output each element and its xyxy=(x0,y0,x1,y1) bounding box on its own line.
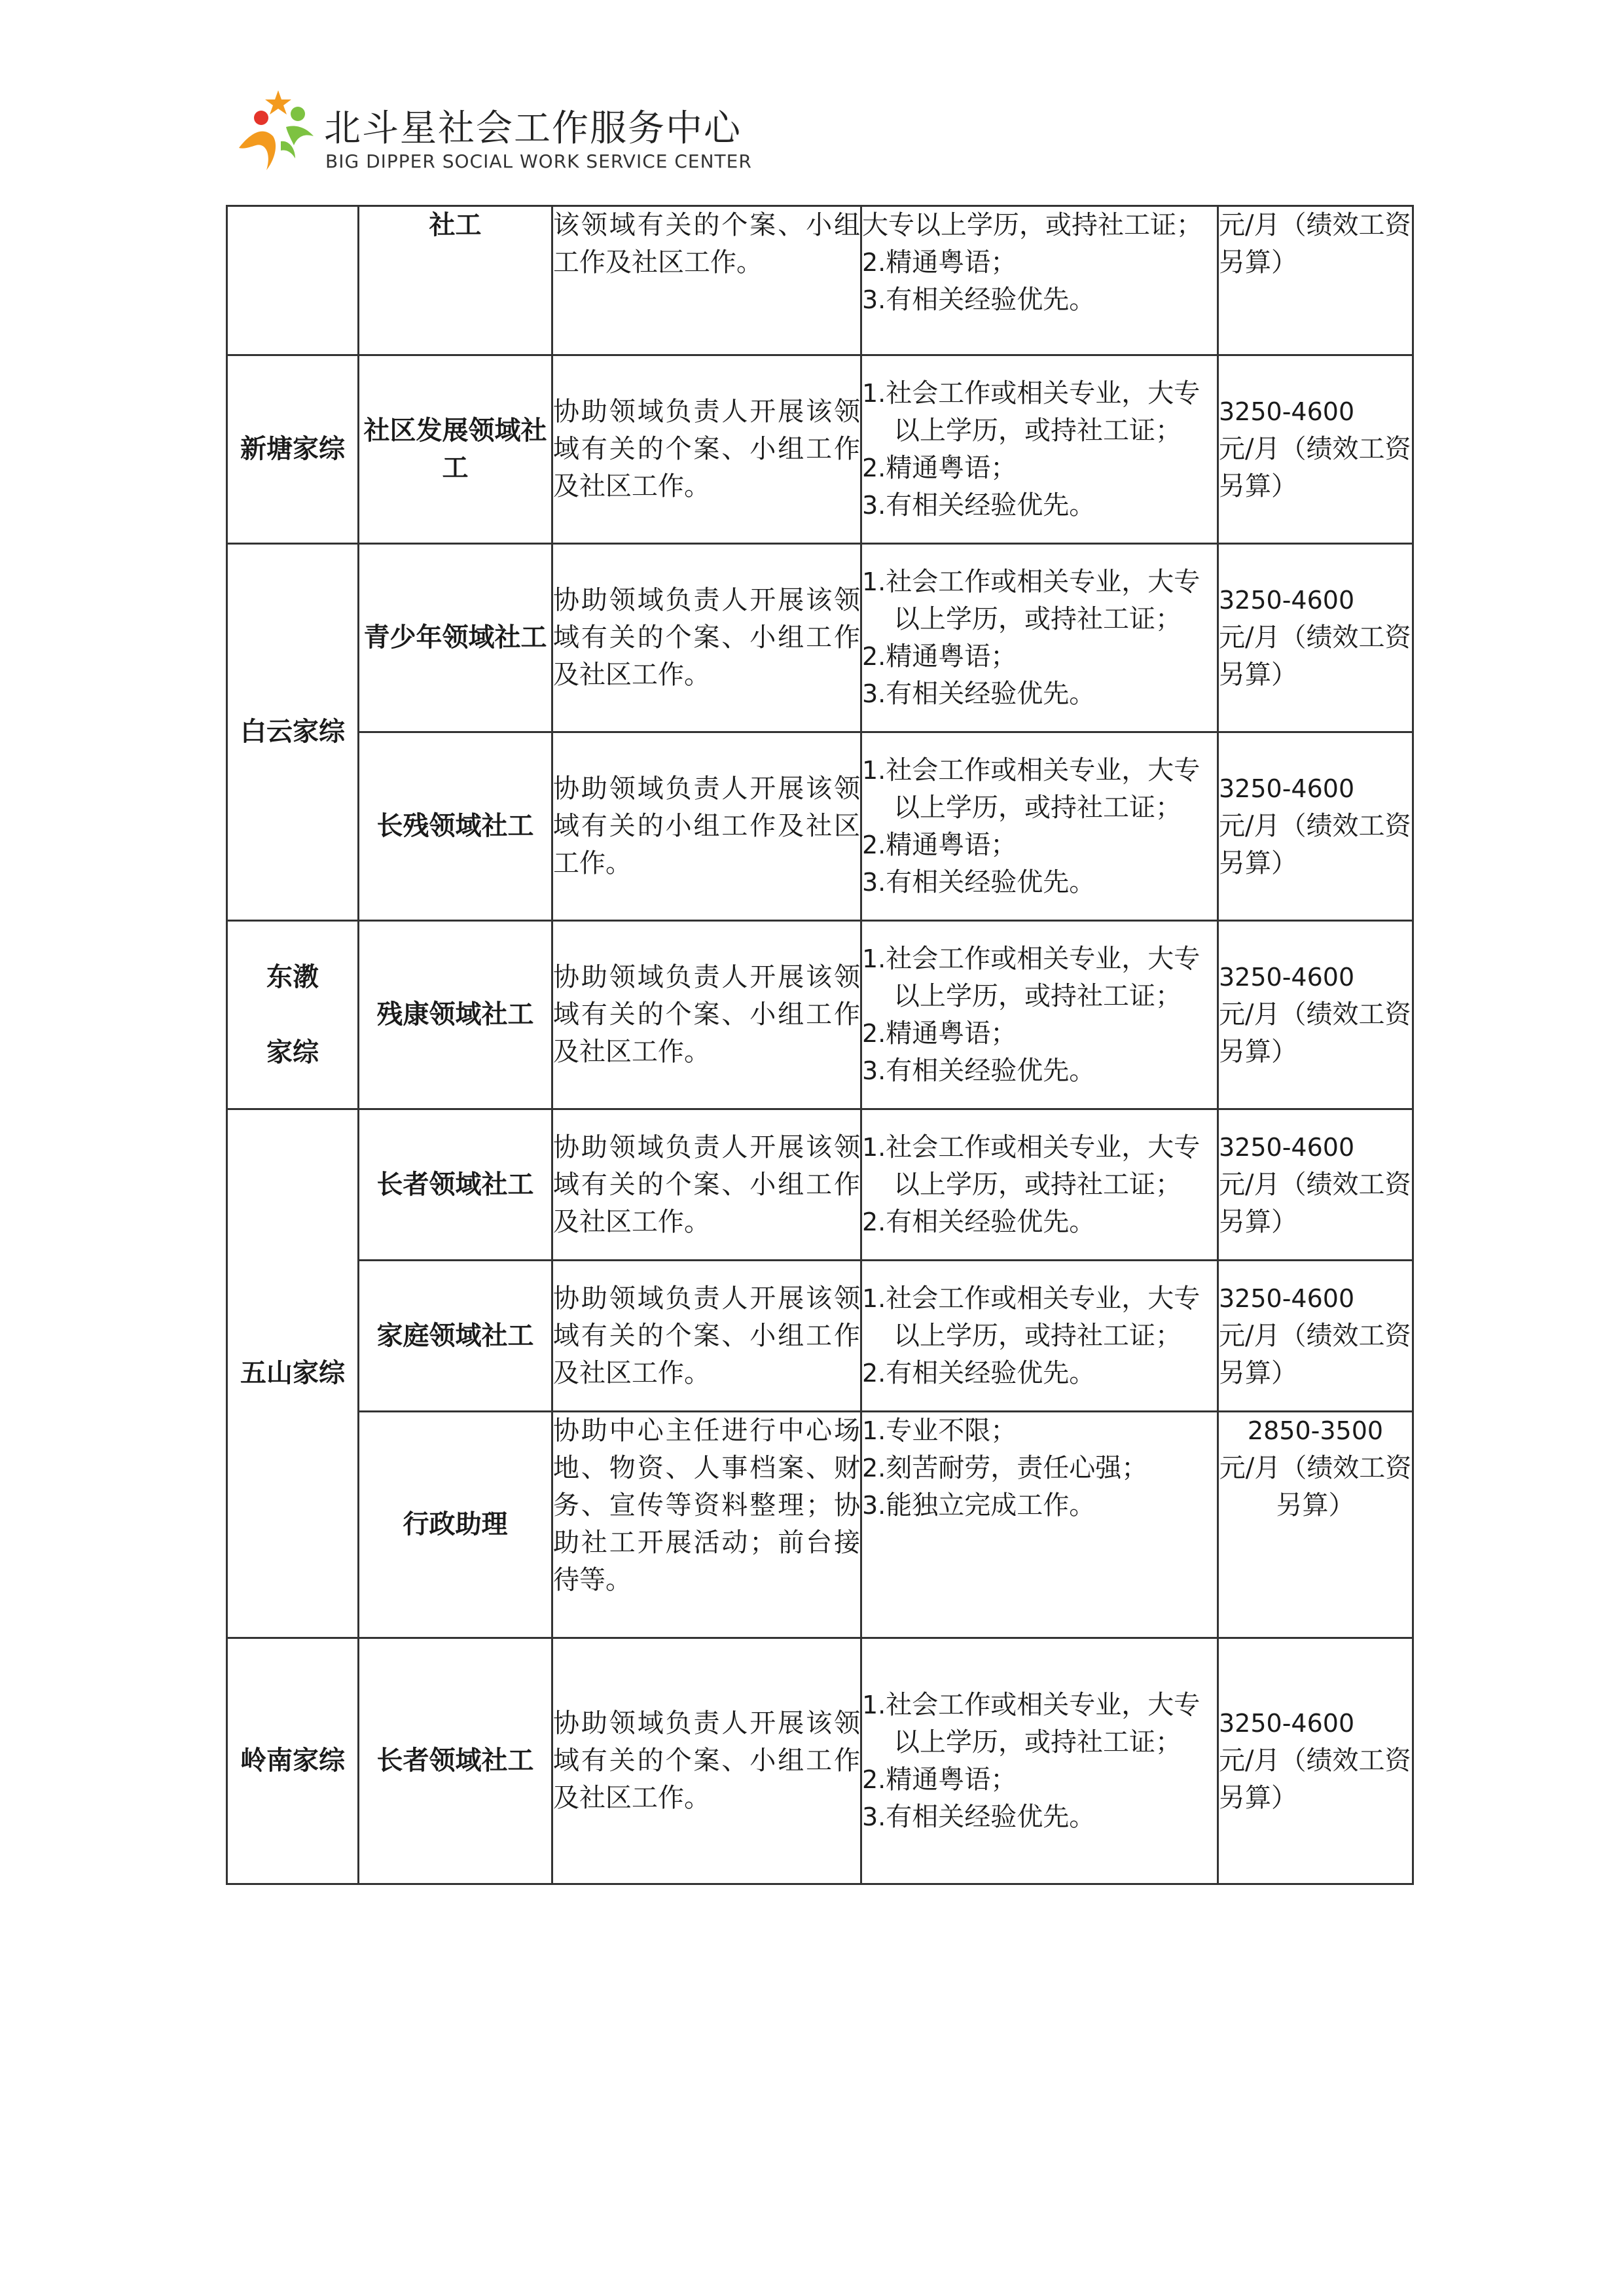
pay-range: 3250-4600 xyxy=(1219,1283,1355,1313)
requirement-item: 2.精通粤语； xyxy=(862,1764,1017,1795)
requirements-cell xyxy=(861,206,1218,355)
dept-cell: 白云家综 xyxy=(227,544,359,921)
requirement-item: 3.有相关经验优先。 xyxy=(862,678,1096,709)
requirement-item: 大专以上学历，或持社工证； xyxy=(862,210,1202,240)
pay-range: 2850-3500 xyxy=(1247,1416,1384,1445)
pay-note: 元/月（绩效工资另算） xyxy=(1219,210,1411,278)
pay-range: 3250-4600 xyxy=(1219,1132,1355,1162)
requirement-item: 1.社会工作或相关专业，大专以上学历，或持社工证； xyxy=(862,1132,1200,1200)
dept-cell xyxy=(227,921,359,1109)
duty-cell: 协助领域负责人开展该领域有关的小组工作及社区工作。 xyxy=(552,732,861,921)
position-cell: 社工 xyxy=(359,206,552,355)
dept-line: 家综 xyxy=(266,1037,319,1067)
pay-range: 3250-4600 xyxy=(1219,586,1355,615)
position-cell: 家庭领域社工 xyxy=(359,1261,552,1412)
pay-range: 3250-4600 xyxy=(1219,397,1355,426)
requirements-cell xyxy=(861,921,1218,1109)
duty-cell: 协助领域负责人开展该领域有关的个案、小组工作及社区工作。 xyxy=(552,1109,861,1261)
pay-note: 元/月（绩效工资另算） xyxy=(1219,1169,1411,1237)
pay-cell xyxy=(1218,1109,1413,1261)
table-row xyxy=(227,544,1413,732)
pay-cell xyxy=(1218,544,1413,732)
org-name-cn: 北斗星社会工作服务中心 xyxy=(324,107,742,150)
pay-note: 元/月（绩效工资另算） xyxy=(1219,811,1411,878)
pay-cell xyxy=(1218,1261,1413,1412)
requirement-item: 3.有相关经验优先。 xyxy=(862,285,1096,315)
table-row xyxy=(227,732,1413,921)
position-cell: 残康领域社工 xyxy=(359,921,552,1109)
duty-cell: 该领域有关的个案、小组工作及社区工作。 xyxy=(552,206,861,355)
requirement-item: 2.精通粤语； xyxy=(862,247,1017,278)
position-cell: 行政助理 xyxy=(359,1412,552,1638)
table-row xyxy=(227,1412,1413,1638)
requirement-item: 1.社会工作或相关专业，大专以上学历，或持社工证； xyxy=(862,1689,1200,1757)
requirement-item: 1.社会工作或相关专业，大专以上学历，或持社工证； xyxy=(862,943,1200,1011)
pay-cell xyxy=(1218,732,1413,921)
position-cell: 社区发展领域社工 xyxy=(359,355,552,544)
requirements-cell xyxy=(861,1412,1218,1638)
requirement-item: 3.能独立完成工作。 xyxy=(862,1490,1096,1520)
pay-note: 元/月（绩效工资另算） xyxy=(1219,1746,1411,1813)
requirements-cell xyxy=(861,1109,1218,1261)
letterhead xyxy=(232,85,821,177)
pay-cell xyxy=(1218,206,1413,355)
requirement-item: 2.精通粤语； xyxy=(862,829,1017,860)
requirement-item: 2.精通粤语； xyxy=(862,1018,1017,1049)
table-row xyxy=(227,1261,1413,1412)
pay-cell xyxy=(1218,1638,1413,1884)
table-row xyxy=(227,206,1413,355)
duty-cell: 协助领域负责人开展该领域有关的个案、小组工作及社区工作。 xyxy=(552,1261,861,1412)
dept-line: 东漖 xyxy=(266,961,319,992)
table-row xyxy=(227,1109,1413,1261)
position-cell: 长残领域社工 xyxy=(359,732,552,921)
dept-cell xyxy=(227,206,359,355)
position-cell: 青少年领域社工 xyxy=(359,544,552,732)
table-row xyxy=(227,921,1413,1109)
pay-range: 3250-4600 xyxy=(1219,963,1355,992)
pay-cell xyxy=(1218,1412,1413,1638)
requirement-item: 1.社会工作或相关专业，大专以上学历，或持社工证； xyxy=(862,755,1200,823)
pay-note: 元/月（绩效工资另算） xyxy=(1219,999,1411,1067)
requirement-item: 1.社会工作或相关专业，大专以上学历，或持社工证； xyxy=(862,378,1200,446)
requirement-item: 1.社会工作或相关专业，大专以上学历，或持社工证； xyxy=(862,566,1200,634)
pay-cell xyxy=(1218,355,1413,544)
pay-range: 3250-4600 xyxy=(1219,774,1355,803)
requirement-item: 2.精通粤语； xyxy=(862,641,1017,672)
pay-note: 元/月（绩效工资另算） xyxy=(1219,1320,1411,1388)
table-row xyxy=(227,355,1413,544)
pay-cell xyxy=(1218,921,1413,1109)
requirement-item: 2.精通粤语； xyxy=(862,452,1017,483)
requirement-item: 2.刻苦耐劳，责任心强； xyxy=(862,1453,1148,1483)
duty-cell: 协助领域负责人开展该领域有关的个案、小组工作及社区工作。 xyxy=(552,355,861,544)
requirement-item: 3.有相关经验优先。 xyxy=(862,1055,1096,1086)
requirements-cell xyxy=(861,544,1218,732)
table-row xyxy=(227,1638,1413,1884)
requirements-cell xyxy=(861,1261,1218,1412)
requirements-cell xyxy=(861,355,1218,544)
org-name-en: BIG DIPPER SOCIAL WORK SERVICE CENTER xyxy=(325,151,752,172)
requirement-item: 3.有相关经验优先。 xyxy=(862,490,1096,520)
requirement-item: 2.有相关经验优先。 xyxy=(862,1357,1096,1388)
requirement-item: 3.有相关经验优先。 xyxy=(862,867,1096,897)
requirement-item: 2.有相关经验优先。 xyxy=(862,1206,1096,1237)
star-people-logo-icon xyxy=(232,85,324,177)
requirements-cell xyxy=(861,732,1218,921)
job-table xyxy=(226,205,1414,1885)
pay-note: 元/月（绩效工资另算） xyxy=(1219,622,1411,690)
requirement-item: 1.社会工作或相关专业，大专以上学历，或持社工证； xyxy=(862,1283,1200,1351)
requirement-item: 1.专业不限； xyxy=(862,1416,1017,1446)
dept-cell: 新塘家综 xyxy=(227,355,359,544)
duty-cell: 协助领域负责人开展该领域有关的个案、小组工作及社区工作。 xyxy=(552,544,861,732)
duty-cell: 协助中心主任进行中心场地、物资、人事档案、财务、宣传等资料整理；协助社工开展活动；前台接待等。 xyxy=(552,1412,861,1638)
dept-cell: 岭南家综 xyxy=(227,1638,359,1884)
pay-note: 元/月（绩效工资另算） xyxy=(1219,434,1411,501)
pay-range: 3250-4600 xyxy=(1219,1709,1355,1738)
position-cell: 长者领域社工 xyxy=(359,1109,552,1261)
requirements-cell xyxy=(861,1638,1218,1884)
duty-cell: 协助领域负责人开展该领域有关的个案、小组工作及社区工作。 xyxy=(552,1638,861,1884)
dept-cell: 五山家综 xyxy=(227,1109,359,1638)
position-cell: 长者领域社工 xyxy=(359,1638,552,1884)
requirement-item: 3.有相关经验优先。 xyxy=(862,1801,1096,1832)
pay-note: 元/月（绩效工资另算） xyxy=(1219,1453,1412,1520)
duty-cell: 协助领域负责人开展该领域有关的个案、小组工作及社区工作。 xyxy=(552,921,861,1109)
